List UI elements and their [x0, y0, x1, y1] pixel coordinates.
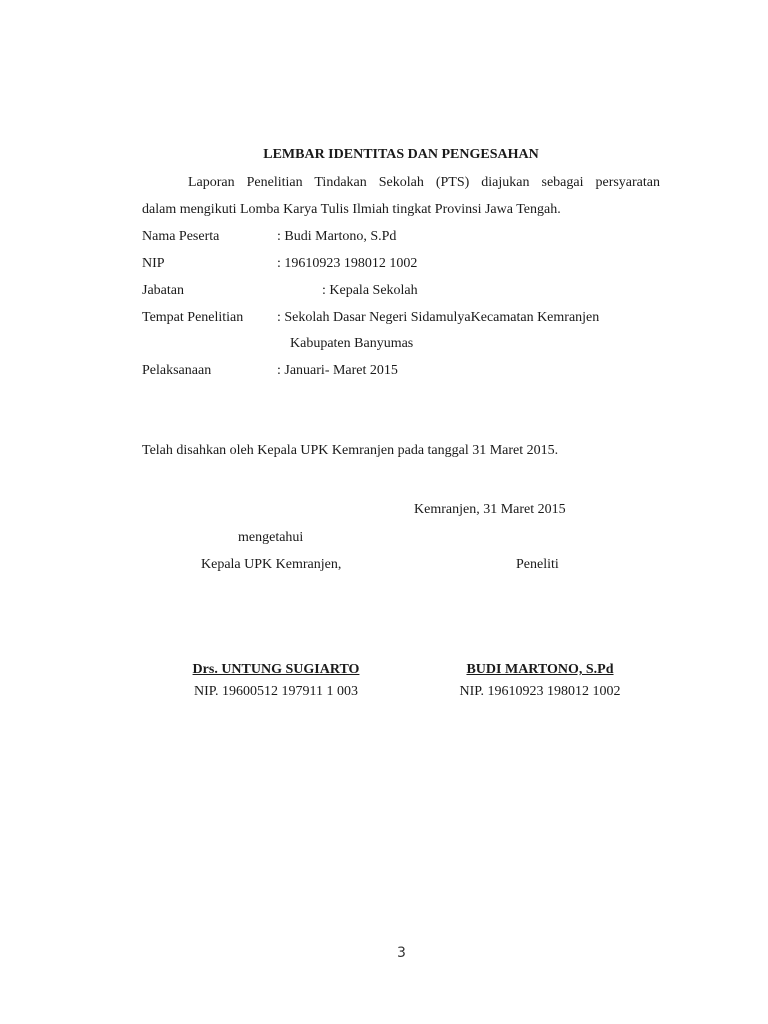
nip-label: NIP: [142, 256, 165, 271]
acknowledge-text: mengetahui: [238, 530, 304, 545]
jabatan-label: Jabatan: [142, 283, 184, 298]
left-signer-name: Drs. UNTUNG SUGIARTO: [192, 662, 360, 677]
nip-value: : 19610923 198012 1002: [277, 256, 418, 271]
intro-line-2: dalam mengikuti Lomba Karya Tulis Ilmiah tingkat Provinsi Jawa Tengah.: [142, 202, 561, 217]
approval-statement: Telah disahkan oleh Kepala UPK Kemranjen pada tanggal 31 Maret 2015.: [142, 443, 559, 458]
page-title: LEMBAR IDENTITAS DAN PENGESAHAN: [263, 147, 539, 162]
right-signer-nip: NIP. 19610923 198012 1002: [459, 684, 621, 699]
pelaksanaan-value: : Januari- Maret 2015: [277, 363, 398, 378]
nama-peserta-value: : Budi Martono, S.Pd: [277, 229, 397, 244]
right-signer-role: Peneliti: [516, 557, 559, 572]
nama-peserta-label: Nama Peserta: [142, 229, 220, 244]
pelaksanaan-label: Pelaksanaan: [142, 363, 212, 378]
place-date: Kemranjen, 31 Maret 2015: [414, 502, 566, 517]
jabatan-value: : Kepala Sekolah: [322, 283, 418, 298]
right-signer-name: BUDI MARTONO, S.Pd: [466, 662, 614, 677]
left-signer-nip: NIP. 19600512 197911 1 003: [194, 684, 358, 699]
tempat-penelitian-value: : Sekolah Dasar Negeri SidamulyaKecamatan Kemranjen: [277, 310, 600, 325]
intro-line-1: Laporan Penelitian Tindakan Sekolah (PTS) diajukan sebagai persyaratan: [188, 175, 660, 190]
page-number: 3: [397, 945, 406, 961]
tempat-penelitian-value-cont: Kabupaten Banyumas: [290, 336, 414, 351]
left-signer-role: Kepala UPK Kemranjen,: [201, 557, 342, 572]
tempat-penelitian-label: Tempat Penelitian: [142, 310, 244, 325]
